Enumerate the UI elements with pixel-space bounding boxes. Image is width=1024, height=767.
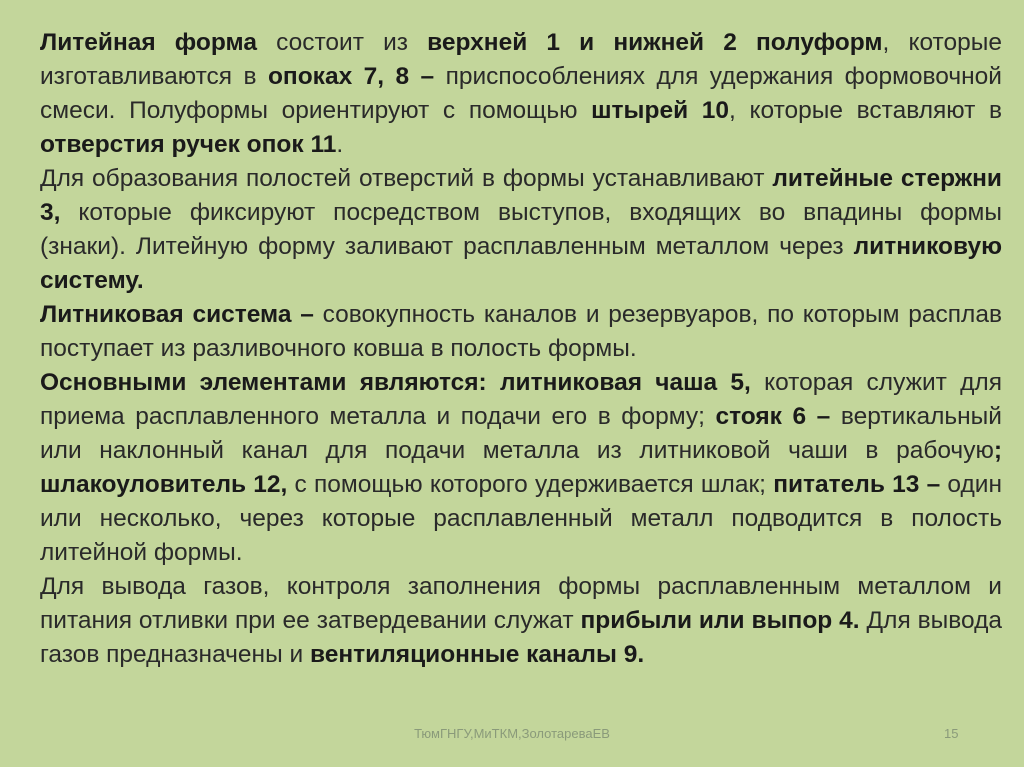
bold-term: отверстия ручек опок 11 (40, 131, 337, 158)
bold-term: опоках 7, 8 – (267, 63, 435, 90)
text-run: Для вывода газов предназначены и (40, 607, 1003, 668)
page-number: 15 (944, 726, 959, 741)
text-run: с помощью которого удерживается шлак; (287, 471, 774, 498)
paragraph-gating-system (40, 298, 1002, 366)
text-run: приспособлениях для удержания формовочной смеси. Полуформы ориентируют с помощью (40, 63, 1002, 124)
bold-term: Литейная форма (40, 29, 257, 56)
text-run: , которые вставляют в (729, 97, 1002, 124)
slide-body-text (40, 26, 1002, 672)
text-run: . (336, 131, 344, 158)
bold-term: стояк 6 – (715, 403, 831, 430)
footer-author: ТюмГНГУ,МиТКМ,ЗолотареваЕВ (414, 726, 610, 741)
text-run: Для вывода газов, контроля заполнения формы расплавленным металлом и питания отливки при ее затвердевании служат (40, 573, 1002, 634)
bold-term: Литниковая система – (40, 301, 314, 328)
bold-term: литниковую систему. (40, 233, 1002, 294)
bold-term: вентиляционные каналы 9. (310, 641, 645, 668)
text-run: один или несколько, через которые расплавленный металл подводится в полость литейной формы. (40, 471, 1003, 566)
bold-term: штырей 10 (591, 97, 730, 124)
text-run: состоит из (256, 29, 428, 56)
paragraph-main-elements (40, 366, 1002, 570)
text-run: , которые изготавливаются в (40, 29, 1002, 90)
paragraph-cores (40, 162, 1002, 298)
bold-term: питатель 13 – (773, 471, 941, 498)
paragraph-risers-vents (40, 570, 1002, 672)
bold-term: верхней 1 и нижней 2 полуформ (427, 29, 883, 56)
text-run: вертикальный или наклонный канал для подачи металла из литниковой чаши в рабочую (40, 403, 1002, 464)
bold-term: Основными элементами являются: литниковая чаша 5, (40, 369, 751, 396)
text-run: которая служит для приема расплавленного металла и подачи его в форму; (40, 369, 1002, 430)
paragraph-casting-mold (40, 26, 1002, 162)
text-run: которые фиксируют посредством выступов, входящих во впадины формы (знаки). Литейную форму заливают расплавленным металлом через (40, 199, 1002, 260)
text-run: совокупность каналов и резервуаров, по которым расплав поступает из разливочного ковша в полость формы. (40, 301, 1002, 362)
bold-term: ; шлакоуловитель 12, (40, 437, 1002, 498)
text-run: Для образования полостей отверстий в формы устанавливают (40, 165, 773, 192)
bold-term: литейные стержни 3, (40, 165, 1002, 226)
bold-term: прибыли или выпор 4. (580, 607, 860, 634)
